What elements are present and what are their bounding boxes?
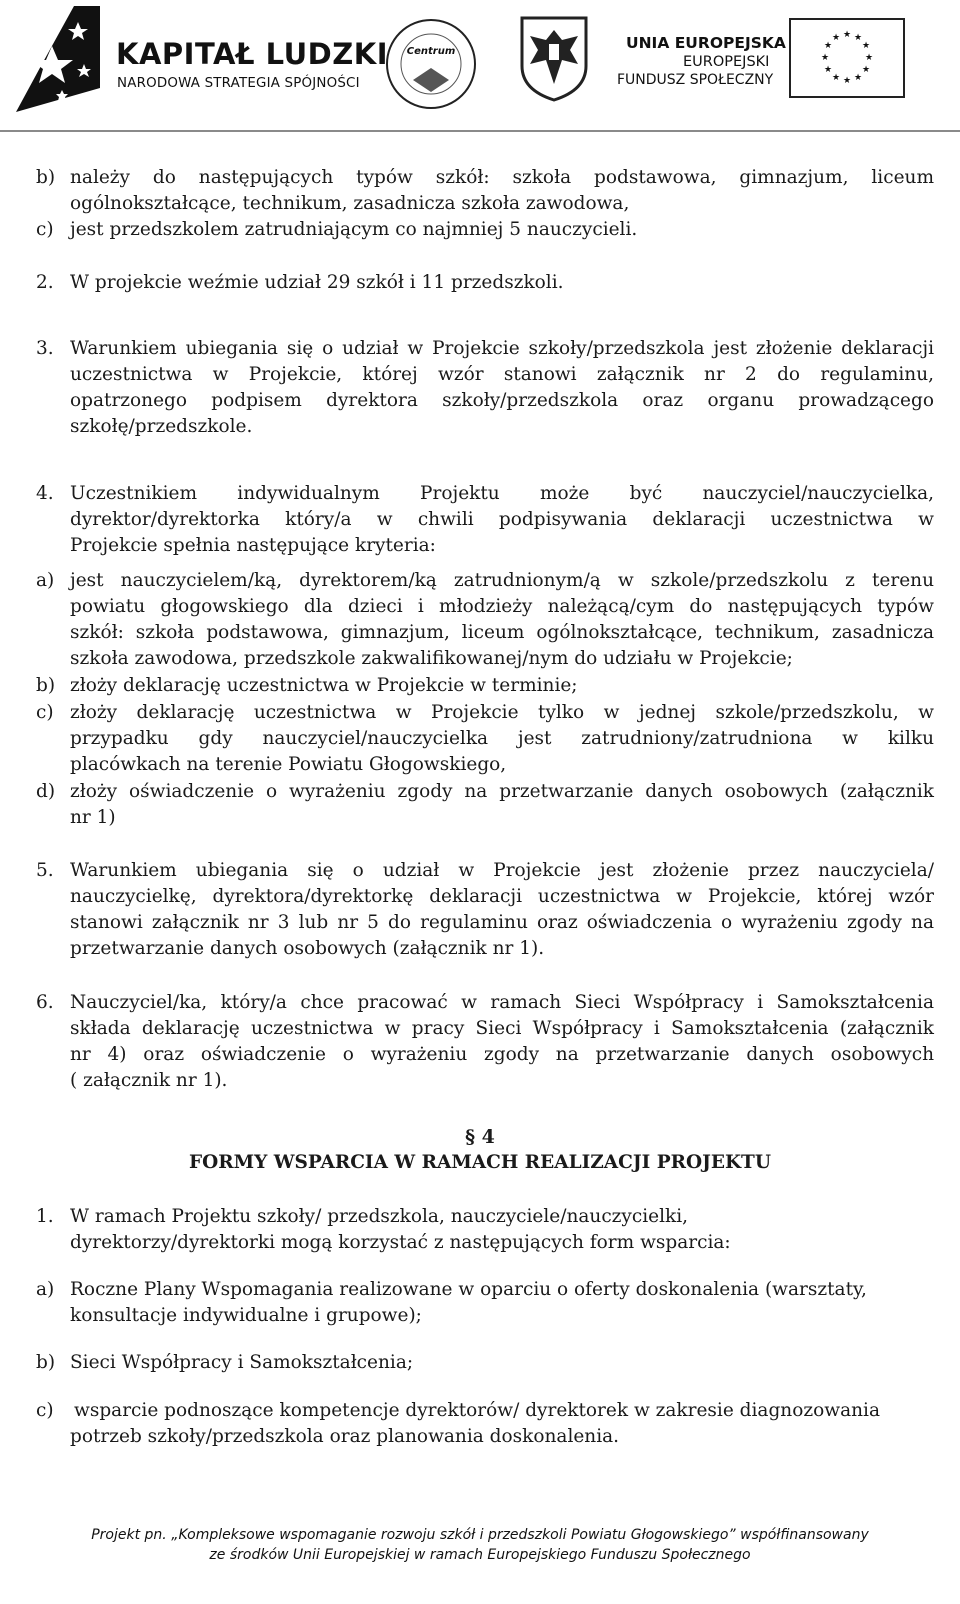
point-4d-line2: nr 1) [70, 807, 116, 828]
point-4c-label: c) [36, 702, 54, 723]
point-4-line1: Uczestnikiem indywidualnym Projektu może być nauczyciel/nauczycielka, [70, 483, 934, 504]
svg-text:★: ★ [853, 73, 863, 83]
svg-text:★: ★ [820, 53, 830, 63]
support-1-line1: W ramach Projektu szkoły/ przedszkola, nauczyciele/nauczycielki, [70, 1206, 689, 1227]
support-b-label: b) [36, 1352, 56, 1373]
point-6-line3: nr 4) oraz oświadczenie o wyrażeniu zgody na przetwarzanie danych osobowych [70, 1044, 934, 1065]
point-6-line1: Nauczyciel/ka, który/a chce pracować w ramach Sieci Współpracy i Samokształcenia [70, 992, 934, 1013]
svg-text:★: ★ [823, 41, 833, 51]
point-4a-label: a) [36, 570, 55, 591]
point-5-line2: nauczycielkę, dyrektora/dyrektorkę deklaracji uczestnictwa w Projekcie, której wzór [70, 886, 934, 907]
eu-flag-icon [789, 18, 905, 98]
point-4a-line4: szkoła zawodowa, przedszkole zakwalifikowanej/nym do udziału w Projekcie; [70, 648, 793, 669]
point-3-line4: szkołę/przedszkole. [70, 416, 253, 437]
header-rule [0, 130, 960, 132]
support-c-label: c) [36, 1400, 54, 1421]
item-b-line1: należy do następujących typów szkół: szkoła podstawowa, gimnazjum, liceum [70, 167, 934, 188]
support-c-line2: potrzeb szkoły/przedszkola oraz planowania doskonalenia. [70, 1426, 620, 1447]
point-3-line2: uczestnictwa w Projekcie, której wzór stanowi załącznik nr 2 do regulaminu, [70, 364, 934, 385]
svg-text:★: ★ [861, 41, 871, 51]
point-3-line1: Warunkiem ubiegania się o udział w Projekcie szkoły/przedszkola jest złożenie deklaracji [70, 338, 934, 359]
item-b-label: b) [36, 167, 56, 188]
support-a-label: a) [36, 1279, 55, 1300]
svg-text:★: ★ [842, 30, 852, 40]
point-4c-line1: złoży deklarację uczestnictwa w Projekcie tylko w jednej szkole/przedszkolu, w [70, 702, 934, 723]
svg-text:★: ★ [831, 73, 841, 83]
svg-text:★: ★ [823, 65, 833, 75]
point-5-line4: przetwarzanie danych osobowych (załącznik nr 1). [70, 938, 545, 959]
point-4d-label: d) [36, 781, 56, 802]
support-1-label: 1. [36, 1206, 54, 1227]
svg-text:Centrum: Centrum [406, 46, 456, 57]
support-1-line2: dyrektorzy/dyrektorki mogą korzystać z następujących form wsparcia: [70, 1232, 731, 1253]
support-c-line1: wsparcie podnoszące kompetencje dyrektorów/ dyrektorek w zakresie diagnozowania [74, 1400, 880, 1421]
section-title: FORMY WSPARCIA W RAMACH REALIZACJI PROJEKTU [189, 1152, 771, 1173]
footer-line1: Projekt pn. „Kompleksowe wspomaganie rozwoju szkół i przedszkoli Powiatu Głogowskiego” współfinansowany [91, 1527, 869, 1543]
point-4-label: 4. [36, 483, 54, 504]
svg-text:★: ★ [864, 53, 874, 63]
point-4b-line1: złoży deklarację uczestnictwa w Projekcie w terminie; [70, 675, 578, 696]
point-5-line3: stanowi załącznik nr 3 lub nr 5 do regulaminu oraz oświadczenia o wyrażeniu zgody na [70, 912, 934, 933]
point-4-line2: dyrektor/dyrektorka który/a w chwili podpisywania deklaracji uczestnictwa w [70, 509, 934, 530]
svg-text:★: ★ [853, 33, 863, 43]
svg-text:★: ★ [831, 33, 841, 43]
point-2-line1: W projekcie weźmie udział 29 szkół i 11 przedszkoli. [70, 272, 564, 293]
point-2-label: 2. [36, 272, 54, 293]
support-b-line1: Sieci Współpracy i Samokształcenia; [70, 1352, 414, 1373]
eu-line2: EUROPEJSKI [683, 54, 770, 70]
ppp-center-seal [385, 18, 477, 110]
svg-text:★: ★ [842, 76, 852, 86]
point-4c-line3: placówkach na terenie Powiatu Głogowskiego, [70, 754, 507, 775]
point-5-label: 5. [36, 860, 54, 881]
point-6-line4: ( załącznik nr 1). [70, 1070, 228, 1091]
point-4a-line3: szkół: szkoła podstawowa, gimnazjum, liceum ogólnokształcące, technikum, zasadnicza [70, 622, 934, 643]
point-4c-line2: przypadku gdy nauczyciel/nauczycielka jest zatrudniony/zatrudniona w kilku [70, 728, 934, 749]
support-a-line2: konsultacje indywidualne i grupowe); [70, 1305, 422, 1326]
point-3-label: 3. [36, 338, 54, 359]
coat-of-arms-icon [518, 14, 590, 102]
section-number: § 4 [465, 1126, 495, 1148]
eu-title: UNIA EUROPEJSKA [626, 34, 786, 52]
point-4a-line2: powiatu głogowskiego dla dzieci i młodzieży należącą/cym do następujących typów [70, 596, 934, 617]
point-4b-label: b) [36, 675, 56, 696]
footer-line2: ze środków Unii Europejskiej w ramach Europejskiego Funduszu Społecznego [209, 1547, 751, 1563]
svg-text:★: ★ [861, 65, 871, 75]
item-b-line2: ogólnokształcące, technikum, zasadnicza szkoła zawodowa, [70, 193, 630, 214]
kapital-ludzki-logo [12, 4, 112, 116]
kapital-ludzki-title: KAPITAŁ LUDZKI [116, 37, 389, 71]
point-4a-line1: jest nauczycielem/ką, dyrektorem/ką zatrudnionym/ą w szkole/przedszkolu z terenu [70, 570, 934, 591]
item-c-line1: jest przedszkolem zatrudniającym co najmniej 5 nauczycieli. [70, 219, 638, 240]
point-5-line1: Warunkiem ubiegania się o udział w Projekcie jest złożenie przez nauczyciela/ [70, 860, 934, 881]
eu-line3: FUNDUSZ SPOŁECZNY [617, 72, 774, 88]
point-6-label: 6. [36, 992, 54, 1013]
page-header [0, 0, 960, 132]
support-a-line1: Roczne Plany Wspomagania realizowane w oparciu o oferty doskonalenia (warsztaty, [70, 1279, 867, 1300]
kapital-ludzki-subtitle: NARODOWA STRATEGIA SPÓJNOŚCI [117, 76, 360, 91]
point-4d-line1: złoży oświadczenie o wyrażeniu zgody na przetwarzanie danych osobowych (załącznik [70, 781, 934, 802]
point-4-line3: Projekcie spełnia następujące kryteria: [70, 535, 436, 556]
point-6-line2: składa deklarację uczestnictwa w pracy Sieci Współpracy i Samokształcenia (załącznik [70, 1018, 934, 1039]
item-c-label: c) [36, 219, 54, 240]
point-3-line3: opatrzonego podpisem dyrektora szkoły/przedszkola oraz organu prowadzącego [70, 390, 934, 411]
